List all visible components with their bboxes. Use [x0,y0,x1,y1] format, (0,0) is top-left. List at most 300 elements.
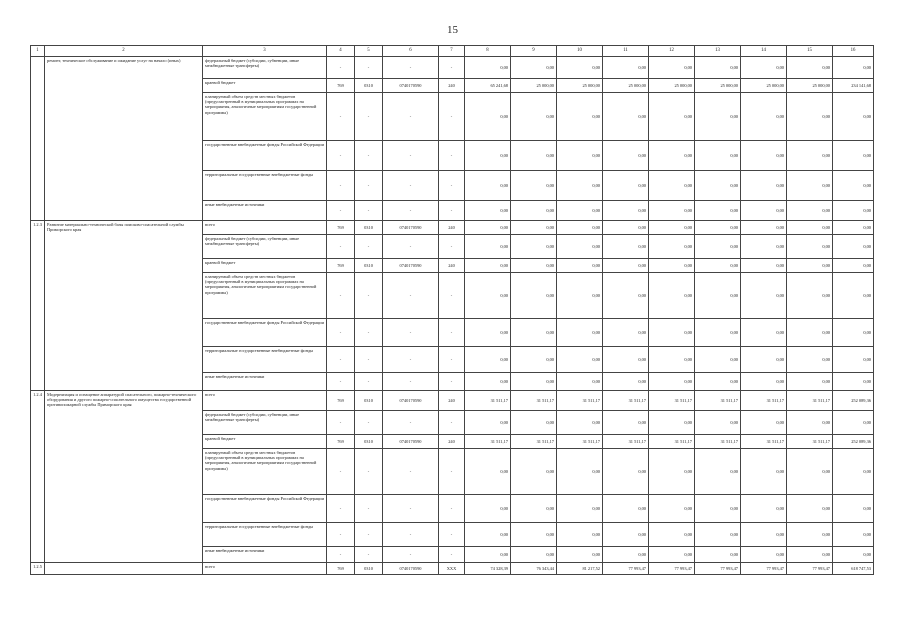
amount-cell: 0,00 [557,547,603,563]
amount-cell: 0,00 [511,273,557,319]
amount-cell: 31 511,17 [649,391,695,411]
amount-cell: 0,00 [511,411,557,435]
amount-cell: 0,00 [741,259,787,273]
code-rzpr: - [355,319,383,347]
amount-cell: 0,00 [695,57,741,79]
code-csr: 0740170590 [383,79,439,93]
code-grbs: 769 [327,435,355,449]
page-number: 15 [447,24,458,36]
code-grbs: 769 [327,391,355,411]
amount-cell: 77 993,47 [603,563,649,575]
amount-cell: 0,00 [833,547,874,563]
code-grbs: - [327,93,355,141]
amount-cell: 0,00 [465,93,511,141]
code-rzpr: - [355,547,383,563]
code-grbs: - [327,449,355,495]
code-vr: - [439,171,465,201]
amount-cell: 76 343,44 [511,563,557,575]
amount-cell: 0,00 [649,57,695,79]
amount-cell: 0,00 [649,373,695,391]
amount-cell: 0,00 [741,57,787,79]
amount-cell: 0,00 [603,221,649,235]
amount-cell: 81 217,52 [557,563,603,575]
amount-cell: 0,00 [557,273,603,319]
header-cell: 12 [649,46,695,57]
item-name: Развитие материально-технической базы поисково-спасательной службы Приморского края [45,221,203,391]
funding-source: планируемый объем средств местных бюджетов (предусмотренный в муниципальных программах на мероприятия, аналогичные мероприятиям государственной программы) [203,93,327,141]
amount-cell: 0,00 [741,171,787,201]
amount-cell: 0,00 [695,523,741,547]
amount-cell: 0,00 [511,319,557,347]
amount-cell: 31 511,17 [603,435,649,449]
funding-source: краевой бюджет [203,79,327,93]
code-rzpr: - [355,449,383,495]
amount-cell: 0,00 [649,449,695,495]
amount-cell: 0,00 [787,141,833,171]
amount-cell: 0,00 [603,201,649,221]
amount-cell: 0,00 [787,221,833,235]
amount-cell: 0,00 [511,495,557,523]
code-csr: - [383,171,439,201]
code-csr: - [383,547,439,563]
amount-cell: 31 511,17 [603,391,649,411]
code-csr: - [383,273,439,319]
amount-cell: 0,00 [741,273,787,319]
code-grbs: - [327,235,355,259]
amount-cell: 0,00 [603,273,649,319]
code-vr: - [439,141,465,171]
amount-cell: 0,00 [603,319,649,347]
amount-cell: 0,00 [695,221,741,235]
amount-cell: 0,00 [557,449,603,495]
item-number: 1.2.3 [31,221,45,391]
code-grbs: - [327,373,355,391]
amount-cell: 0,00 [649,235,695,259]
amount-cell: 31 511,17 [787,391,833,411]
amount-cell: 0,00 [695,235,741,259]
amount-cell: 0,00 [787,319,833,347]
header-cell: 7 [439,46,465,57]
code-rzpr: - [355,411,383,435]
amount-cell: 31 511,17 [787,435,833,449]
code-grbs: 769 [327,259,355,273]
code-vr: 240 [439,259,465,273]
amount-cell: 0,00 [787,273,833,319]
amount-cell: 0,00 [695,273,741,319]
amount-cell: 65 241,68 [465,79,511,93]
amount-cell: 31 511,17 [511,435,557,449]
amount-cell: 0,00 [833,495,874,523]
amount-cell: 0,00 [833,411,874,435]
funding-source: государственные внебюджетные фонды Российской Федерации [203,141,327,171]
code-grbs: - [327,411,355,435]
amount-cell: 0,00 [511,523,557,547]
amount-cell: 0,00 [465,347,511,373]
amount-cell: 0,00 [741,449,787,495]
code-vr: - [439,347,465,373]
amount-cell: 25 000,00 [695,79,741,93]
amount-cell: 0,00 [787,171,833,201]
amount-cell: 0,00 [465,319,511,347]
amount-cell: 0,00 [603,347,649,373]
funding-source: иные внебюджетные источники [203,547,327,563]
amount-cell: 234 141,68 [833,79,874,93]
amount-cell: 0,00 [649,93,695,141]
code-vr: 240 [439,391,465,411]
amount-cell: 0,00 [649,547,695,563]
amount-cell: 0,00 [787,547,833,563]
amount-cell: 0,00 [511,141,557,171]
header-cell: 11 [603,46,649,57]
amount-cell: 0,00 [833,171,874,201]
amount-cell: 0,00 [695,319,741,347]
code-vr: - [439,495,465,523]
amount-cell: 77 993,47 [741,563,787,575]
amount-cell: 0,00 [649,201,695,221]
amount-cell: 0,00 [695,93,741,141]
amount-cell: 0,00 [465,495,511,523]
code-grbs: - [327,57,355,79]
code-grbs: - [327,523,355,547]
amount-cell: 25 000,00 [787,79,833,93]
amount-cell: 0,00 [603,171,649,201]
amount-cell: 0,00 [741,523,787,547]
amount-cell: 31 511,17 [741,435,787,449]
amount-cell: 0,00 [649,523,695,547]
amount-cell: 0,00 [695,449,741,495]
amount-cell: 0,00 [833,201,874,221]
amount-cell: 0,00 [465,57,511,79]
code-csr: - [383,201,439,221]
code-rzpr: 0310 [355,563,383,575]
code-vr: - [439,547,465,563]
item-number: 1.2.4 [31,391,45,563]
amount-cell: 0,00 [465,201,511,221]
item-name: Модернизация и оснащение аппаратурой спасательного, пожарно-технического оборудования и другого пожарно-спасательного имущества государственной противопожарной службы Приморского края [45,391,203,563]
amount-cell: 0,00 [603,523,649,547]
amount-cell: 77 993,47 [695,563,741,575]
amount-cell: 0,00 [603,93,649,141]
code-rzpr: - [355,373,383,391]
code-grbs: - [327,347,355,373]
amount-cell: 0,00 [603,141,649,171]
code-vr: - [439,273,465,319]
code-csr: 0740170590 [383,391,439,411]
item-number [31,57,45,221]
header-cell: 16 [833,46,874,57]
amount-cell: 0,00 [833,93,874,141]
amount-cell: 0,00 [511,201,557,221]
amount-cell: 0,00 [695,411,741,435]
amount-cell: 0,00 [787,523,833,547]
amount-cell: 0,00 [557,201,603,221]
code-rzpr: - [355,57,383,79]
funding-source: иные внебюджетные источники [203,373,327,391]
code-vr: - [439,411,465,435]
amount-cell: 0,00 [649,141,695,171]
amount-cell: 0,00 [787,201,833,221]
amount-cell: 0,00 [787,93,833,141]
table-row [31,391,874,411]
amount-cell: 0,00 [557,259,603,273]
amount-cell: 0,00 [741,235,787,259]
header-row [31,46,874,57]
amount-cell: 0,00 [465,171,511,201]
code-vr: - [439,57,465,79]
amount-cell: 0,00 [465,547,511,563]
amount-cell: 0,00 [741,495,787,523]
amount-cell: 0,00 [833,141,874,171]
amount-cell: 0,00 [695,141,741,171]
funding-source: всего [203,221,327,235]
amount-cell: 0,00 [833,523,874,547]
header-cell: 3 [203,46,327,57]
amount-cell: 0,00 [603,495,649,523]
funding-source: всего [203,563,327,575]
header-cell: 4 [327,46,355,57]
header-cell: 15 [787,46,833,57]
amount-cell: 77 993,47 [649,563,695,575]
amount-cell: 0,00 [695,259,741,273]
amount-cell: 0,00 [557,57,603,79]
code-csr: - [383,235,439,259]
code-csr: - [383,319,439,347]
code-vr: 240 [439,221,465,235]
amount-cell: 0,00 [741,319,787,347]
amount-cell: 0,00 [649,411,695,435]
amount-cell: 0,00 [465,141,511,171]
amount-cell: 0,00 [833,373,874,391]
amount-cell: 0,00 [603,411,649,435]
header-cell: 13 [695,46,741,57]
amount-cell: 0,00 [787,411,833,435]
code-vr: - [439,373,465,391]
item-number: 1.2.5 [31,563,45,575]
amount-cell: 0,00 [557,171,603,201]
amount-cell: 0,00 [741,411,787,435]
amount-cell: 0,00 [649,259,695,273]
amount-cell: 31 511,17 [695,435,741,449]
code-grbs: - [327,495,355,523]
amount-cell: 0,00 [833,259,874,273]
amount-cell: 0,00 [833,57,874,79]
amount-cell: 0,00 [695,547,741,563]
amount-cell: 74 328,39 [465,563,511,575]
code-csr: - [383,57,439,79]
amount-cell: 0,00 [833,235,874,259]
code-csr: - [383,411,439,435]
amount-cell: 0,00 [557,411,603,435]
amount-cell: 0,00 [511,57,557,79]
amount-cell: 31 511,17 [557,391,603,411]
amount-cell: 0,00 [649,319,695,347]
amount-cell: 0,00 [511,93,557,141]
header-cell: 14 [741,46,787,57]
amount-cell: 0,00 [557,235,603,259]
amount-cell: 0,00 [465,373,511,391]
code-csr: - [383,373,439,391]
amount-cell: 0,00 [603,235,649,259]
header-cell: 5 [355,46,383,57]
code-grbs: - [327,141,355,171]
code-csr: 0740170590 [383,435,439,449]
amount-cell: 0,00 [741,347,787,373]
amount-cell: 0,00 [787,347,833,373]
code-vr: 240 [439,79,465,93]
code-grbs: - [327,273,355,319]
code-rzpr: 0310 [355,259,383,273]
code-vr: - [439,449,465,495]
code-rzpr: - [355,171,383,201]
amount-cell: 0,00 [741,547,787,563]
code-rzpr: 0310 [355,221,383,235]
amount-cell: 0,00 [833,449,874,495]
code-grbs: 769 [327,221,355,235]
code-rzpr: - [355,273,383,319]
code-csr: 0740170590 [383,563,439,575]
amount-cell: 0,00 [511,347,557,373]
amount-cell: 0,00 [511,221,557,235]
amount-cell: 0,00 [695,171,741,201]
code-rzpr: - [355,201,383,221]
code-rzpr: - [355,93,383,141]
amount-cell: 0,00 [695,495,741,523]
amount-cell: 0,00 [465,273,511,319]
amount-cell: 0,00 [465,259,511,273]
amount-cell: 0,00 [649,171,695,201]
amount-cell: 0,00 [695,201,741,221]
amount-cell: 0,00 [557,373,603,391]
amount-cell: 0,00 [649,273,695,319]
header-cell: 2 [45,46,203,57]
amount-cell: 31 511,17 [511,391,557,411]
amount-cell: 0,00 [603,259,649,273]
amount-cell: 0,00 [787,373,833,391]
code-csr: - [383,449,439,495]
amount-cell: 0,00 [649,347,695,373]
amount-cell: 0,00 [511,259,557,273]
amount-cell: 0,00 [649,495,695,523]
amount-cell: 0,00 [787,449,833,495]
amount-cell: 0,00 [603,373,649,391]
amount-cell: 0,00 [603,449,649,495]
amount-cell: 0,00 [557,221,603,235]
amount-cell: 25 000,00 [741,79,787,93]
amount-cell: 0,00 [603,547,649,563]
code-rzpr: 0310 [355,79,383,93]
amount-cell: 0,00 [787,495,833,523]
amount-cell: 0,00 [511,449,557,495]
code-vr: - [439,235,465,259]
amount-cell: 0,00 [557,495,603,523]
code-csr: - [383,141,439,171]
code-grbs: - [327,547,355,563]
amount-cell: 0,00 [741,93,787,141]
amount-cell: 0,00 [787,259,833,273]
header-cell: 8 [465,46,511,57]
amount-cell: 0,00 [511,235,557,259]
code-rzpr: - [355,141,383,171]
amount-cell: 0,00 [557,523,603,547]
amount-cell: 25 000,00 [649,79,695,93]
code-csr: - [383,495,439,523]
table-row [31,221,874,235]
funding-source: федеральный бюджет (субсидии, субвенции, иные межбюджетные трансферты) [203,57,327,79]
amount-cell: 31 511,17 [741,391,787,411]
funding-source: краевой бюджет [203,259,327,273]
funding-source: территориальные государственные внебюджетные фонды [203,523,327,547]
item-name [45,563,203,575]
budget-table [30,45,874,575]
code-vr: - [439,319,465,347]
funding-source: территориальные государственные внебюджетные фонды [203,171,327,201]
amount-cell: 25 000,00 [557,79,603,93]
amount-cell: 0,00 [557,347,603,373]
header-cell: 1 [31,46,45,57]
code-grbs: 769 [327,79,355,93]
funding-source: федеральный бюджет (субсидии, субвенции, иные межбюджетные трансферты) [203,411,327,435]
amount-cell: 25 000,00 [511,79,557,93]
code-rzpr: - [355,235,383,259]
amount-cell: 0,00 [511,171,557,201]
code-rzpr: - [355,523,383,547]
amount-cell: 0,00 [511,373,557,391]
amount-cell: 0,00 [741,141,787,171]
code-csr: - [383,93,439,141]
item-name: ремонт, техническое обслуживание и ожидание услуг на начало (иных) [45,57,203,221]
code-rzpr: 0310 [355,435,383,449]
amount-cell: 31 511,17 [695,391,741,411]
amount-cell: 0,00 [833,319,874,347]
code-csr: 0740170590 [383,221,439,235]
amount-cell: 25 000,00 [603,79,649,93]
amount-cell: 0,00 [511,547,557,563]
table-row [31,563,874,575]
amount-cell: 0,00 [465,449,511,495]
code-vr: - [439,93,465,141]
amount-cell: 0,00 [833,221,874,235]
amount-cell: 0,00 [741,373,787,391]
code-grbs: - [327,201,355,221]
funding-source: федеральный бюджет (субсидии, субвенции, иные межбюджетные трансферты) [203,235,327,259]
amount-cell: 0,00 [787,57,833,79]
code-rzpr: 0310 [355,391,383,411]
code-vr: 240 [439,435,465,449]
code-rzpr: - [355,495,383,523]
code-rzpr: - [355,347,383,373]
amount-cell: 0,00 [557,319,603,347]
amount-cell: 0,00 [603,57,649,79]
amount-cell: 31 511,17 [649,435,695,449]
amount-cell: 0,00 [557,141,603,171]
amount-cell: 0,00 [695,373,741,391]
funding-source: государственные внебюджетные фонды Российской Федерации [203,495,327,523]
funding-source: краевой бюджет [203,435,327,449]
header-cell: 6 [383,46,439,57]
code-csr: 0740170590 [383,259,439,273]
amount-cell: 0,00 [741,201,787,221]
funding-source: иные внебюджетные источники [203,201,327,221]
amount-cell: 252 089,36 [833,435,874,449]
amount-cell: 0,00 [741,221,787,235]
amount-cell: 0,00 [465,235,511,259]
amount-cell: 0,00 [787,235,833,259]
amount-cell: 0,00 [465,221,511,235]
header-cell: 10 [557,46,603,57]
amount-cell: 31 511,17 [557,435,603,449]
funding-source: планируемый объем средств местных бюджетов (предусмотренный в муниципальных программах на мероприятия, аналогичные мероприятиям государственной программы) [203,449,327,495]
amount-cell: 618 747,53 [833,563,874,575]
